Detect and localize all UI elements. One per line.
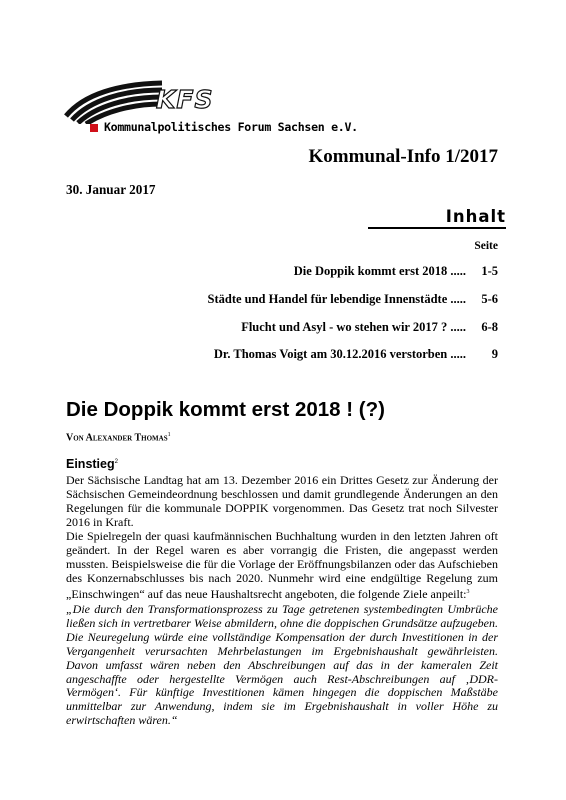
toc-entry-pages: 5-6 <box>481 292 498 306</box>
body-paragraph-text: Die Spielregeln der quasi kaufmännischen Buchhaltung wurden in den letzten Jahren oft geändert. In der Regel waren es aber vorrangig die Fristen, die angepasst werden mussten. Beispielsweise die für die Vorlage der Eröffnungsbilanzen oder das Aufschieben des Konzernabschlusses bis nach 2020. Nunmehr wird eine endgültige Regelung zum „Einschwingen“ auf das neue Haushaltsrecht angeboten, die folgende Ziele anpeilt: <box>66 529 498 601</box>
publication-title: Kommunal-Info 1/2017 <box>308 146 498 167</box>
toc-entry <box>241 320 498 335</box>
article-title: Die Doppik kommt erst 2018 ! (?) <box>66 398 385 421</box>
logo-mark: KFS <box>156 85 214 114</box>
footnote-marker: 3 <box>466 588 470 595</box>
toc-entry-label: Städte und Handel für lebendige Innenstädte ..... <box>207 292 466 306</box>
footnote-marker: 2 <box>114 458 118 465</box>
toc-entry-label: Flucht und Asyl - wo stehen wir 2017 ? ..... <box>241 320 466 334</box>
toc-entry-pages: 9 <box>491 347 498 361</box>
footnote-marker: 1 <box>167 432 171 438</box>
toc-entry <box>214 347 498 362</box>
red-square-icon <box>90 124 98 132</box>
toc-page-column-header: Seite <box>474 240 498 252</box>
toc-heading: Inhalt <box>368 207 506 229</box>
section-heading <box>66 457 118 471</box>
article-byline <box>66 432 171 443</box>
toc-entry <box>208 292 499 307</box>
swoosh-stripes-icon <box>64 80 164 124</box>
logo-organization-name: Kommunalpolitisches Forum Sachsen e.V. <box>104 120 358 134</box>
toc-entry-label: Dr. Thomas Voigt am 30.12.2016 verstorben ..... <box>213 347 466 361</box>
kfs-logo <box>64 80 358 142</box>
publication-date: 30. Januar 2017 <box>66 182 156 197</box>
toc-entry <box>294 264 498 279</box>
toc-entry-label: Die Doppik kommt erst 2018 ..... <box>293 264 466 278</box>
section-heading-text: Einstieg <box>66 457 115 471</box>
author-name: Von Alexander Thomas <box>66 432 168 444</box>
body-paragraph: Der Sächsische Landtag hat am 13. Dezember 2016 ein Drittes Gesetz zur Änderung der Sächsischen Gemeindeordnung beschlossen und damit grundlegende Änderungen an den Regelungen für die kommunale DOPPIK vorgenommen. Das Gesetz trat noch Silvester 2016 in Kraft. <box>66 473 498 529</box>
toc-entry-pages: 6-8 <box>481 320 498 334</box>
toc-entry-pages: 1-5 <box>481 264 498 278</box>
body-paragraph <box>66 530 498 602</box>
block-quote: „Die durch den Transformationsprozess zu Tage getretenen systembedingten Umbrüche ließen sich in vertretbarer Weise abmildern, ohne die doppischen Grundsätze aufzugeben. Die Neuregelung würde eine vollständige Kompensation der durch Investitionen in der Vergangenheit verursachten Mehrbelastungen im Ergebnishaushalt gewährleisten. Davon umfasst wären neben den Abschreibungen auf das in der kameralen Zeit angeschaffte oder hergestellte Vermögen auch Rest-Abschreibungen auf ‚DDR-Vermögen‘. Für künftige Investitionen kämen hingegen die doppischen Maßstäbe unmittelbar zur Anwendung, indem sie im Ergebnishaushalt in voller Höhe zu erwirtschaften wären.“ <box>66 602 498 728</box>
